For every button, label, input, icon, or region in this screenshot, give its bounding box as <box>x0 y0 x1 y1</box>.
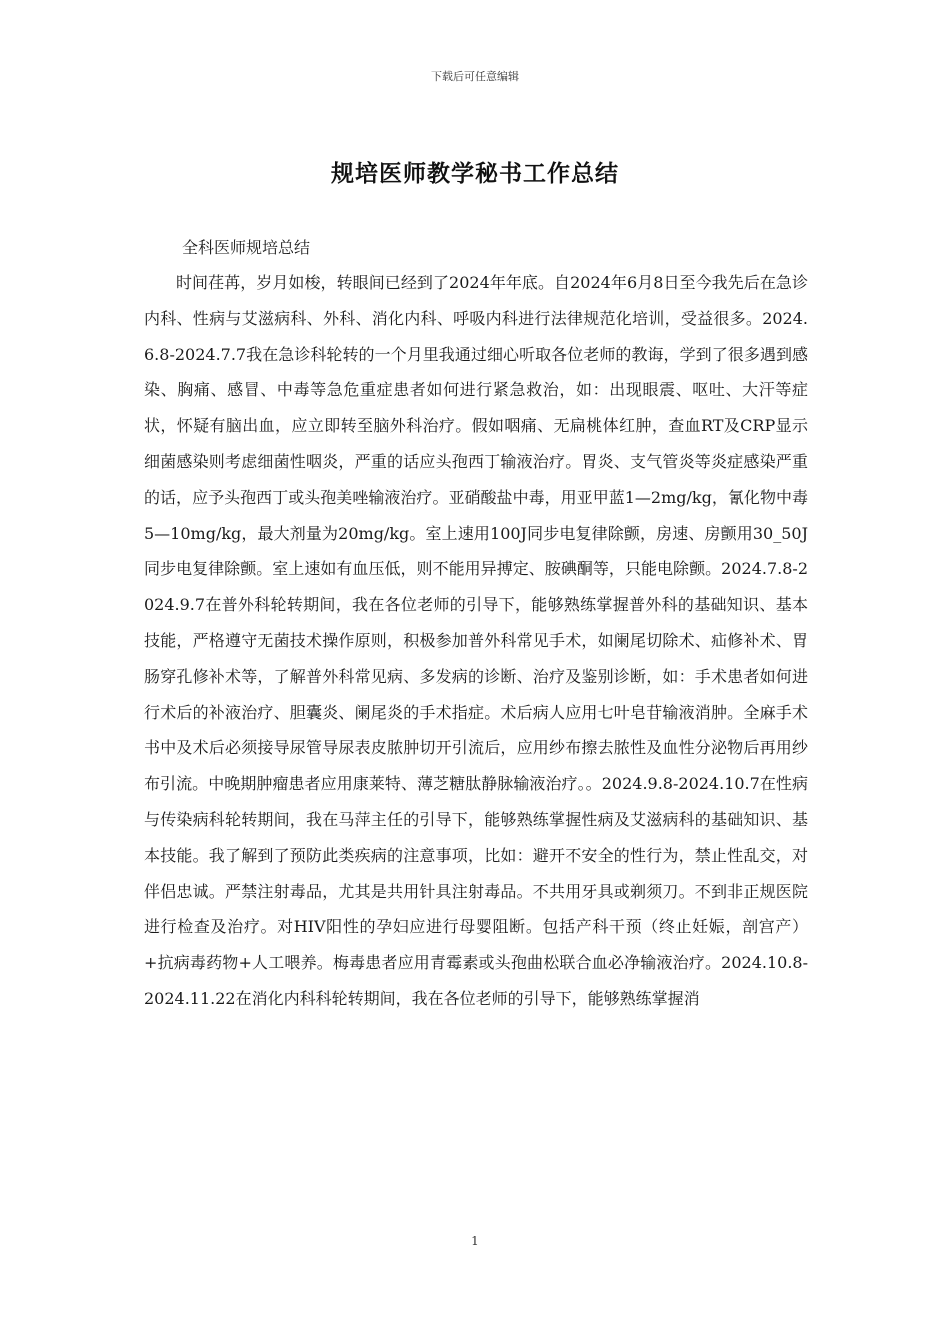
page-number: 1 <box>471 1234 479 1248</box>
document-title: 规培医师教学秘书工作总结 <box>331 160 619 187</box>
body-paragraph: 时间荏苒，岁月如梭，转眼间已经到了2024年年底。自2024年6月8日至今我先后在急诊内科、性病与艾滋病科、外科、消化内科、呼吸内科进行法律规范化培训，受益很多。2024.6.8-2024.7.7我在急诊科轮转的一个月里我通过细心听取各位老师的教诲，学到了很多遇到感染、胸痛、感冒、中毒等急危重症患者如何进行紧急救治，如：出现眼震、呕吐、大汗等症状，怀疑有脑出血，应立即转至脑外科治疗。假如咽痛、无扁桃体红肿，查血RT及CRP显示细菌感染则考虑细菌性咽炎，严重的话应头孢西丁输液治疗。胃炎、支气管炎等炎症感染严重的话，应予头孢西丁或头孢美唑输液治疗。亚硝酸盐中毒，用亚甲蓝1—2mg/kg，氰化物中毒5—10mg/kg，最大剂量为20mg/kg。室上速用100J同步电复律除颤，房速、房颤用30_50J同步电复律除颤。室上速如有血压低，则不能用异搏定、胺碘酮等，只能电除颤。2024.7.8-2024.9.7在普外科轮转期间，我在各位老师的引导下，能够熟练掌握普外科的基础知识、基本技能，严格遵守无菌技术操作原则，积极参加普外科常见手术，如阑尾切除术、疝修补术、胃肠穿孔修补术等，了解普外科常见病、多发病的诊断、治疗及鉴别诊断，如：手术患者如何进行术后的补液治疗、胆囊炎、阑尾炎的手术指症。术后病人应用七叶皂苷输液消肿。全麻手术书中及术后必须接导尿管导尿表皮脓肿切开引流后，应用纱布擦去脓性及血性分泌物后再用纱布引流。中晚期肿瘤患者应用康莱特、薄芝糖肽静脉输液治疗。。2024.9.8-2024.10.7在性病与传染病科轮转期间，我在马萍主任的引导下，能够熟练掌握性病及艾滋病科的基础知识、基本技能。我了解到了预防此类疾病的注意事项，比如：避开不安全的性行为，禁止性乱交，对伴侣忠诚。严禁注射毒品，尤其是共用针具注射毒品。不共用牙具或剃须刀。不到非正规医院进行检查及治疗。对HIV阳性的孕妇应进行母婴阻断。包括产科干预（终止妊娠，剖宫产）+抗病毒药物+人工喂养。梅毒患者应用青霉素或头孢曲松联合血必净输液治疗。2024.10.8-2024.11.22在消化内科科轮转期间，我在各位老师的引导下，能够熟练掌握消 <box>144 273 808 1008</box>
document-subtitle: 全科医师规培总结 <box>182 238 311 257</box>
header-note: 下载后可任意编辑 <box>431 70 519 83</box>
